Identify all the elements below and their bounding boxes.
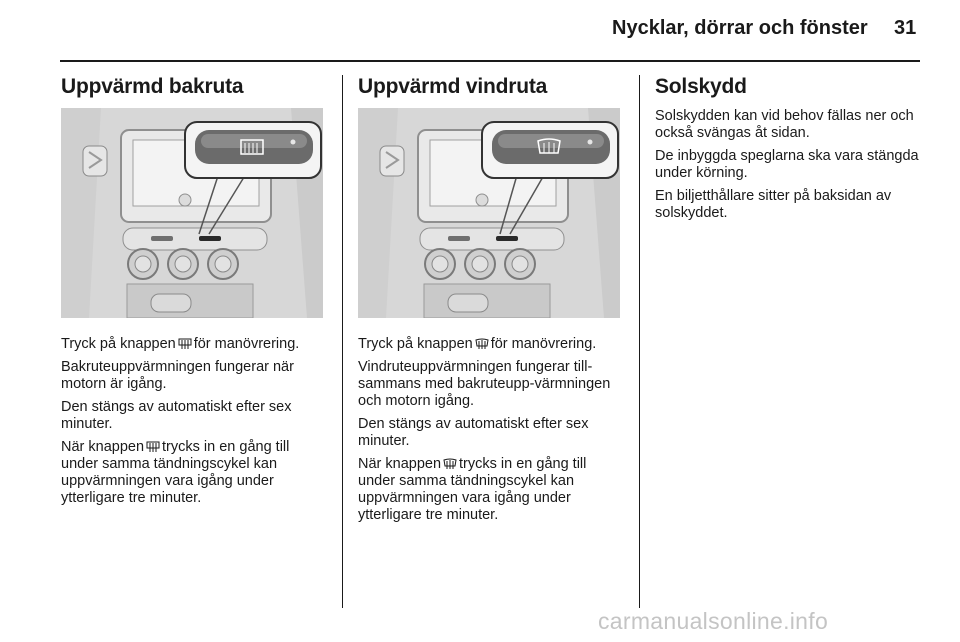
windscreen-heat-icon (475, 338, 489, 350)
watermark: carmanualsonline.info (598, 608, 829, 634)
paragraph: En biljetthållare sitter på baksidan av solskyddet. (655, 188, 892, 221)
paragraph (358, 336, 626, 353)
column-divider (342, 75, 343, 608)
section-heading: Uppvärmd vindruta (358, 75, 548, 98)
text-after-icon: trycks in en gång till under samma tändningscykel kan uppvärmningen vara igång under ytterligare tre minuter. (358, 456, 587, 523)
paragraph: Den stängs av automatiskt efter sex minuter. (61, 399, 292, 432)
paragraph: Solskydden kan vid behov fällas ner och också svängas åt sidan. (655, 108, 914, 141)
header-rule (60, 60, 920, 62)
windscreen-heat-icon (443, 458, 457, 470)
section-rear-window (61, 75, 329, 513)
paragraph: De inbyggda speglarna ska vara stängda under körning. (655, 148, 919, 181)
dashboard-illustration (61, 108, 323, 318)
text-before-icon: När knappen (358, 456, 442, 472)
column-divider (639, 75, 640, 608)
paragraph (61, 336, 329, 353)
header-title: Nycklar, dörrar och fönster (612, 17, 868, 39)
paragraph: Vindruteuppvärmningen fungerar till-sammans med bakruteupp-värmningen och motorn igång. (358, 359, 611, 409)
paragraph (358, 456, 626, 524)
text-before-icon: När knappen (61, 439, 145, 455)
section-heading: Uppvärmd bakruta (61, 75, 244, 98)
page-number: 31 (894, 17, 917, 39)
rear-window-heat-icon (146, 441, 160, 453)
text-after-icon: för manövrering. (490, 336, 597, 352)
rear-window-heat-icon (178, 338, 192, 350)
text-before-icon: Tryck på knappen (358, 336, 473, 352)
text-after-icon: trycks in en gång till under samma tändningscykel kan uppvärmningen vara igång under ytterligare tre minuter. (61, 439, 290, 506)
text-before-icon: Tryck på knappen (61, 336, 176, 352)
dashboard-illustration (358, 108, 620, 318)
paragraph (61, 439, 329, 507)
section-sunvisor (655, 75, 923, 228)
section-heading: Solskydd (655, 75, 747, 98)
paragraph: Den stängs av automatiskt efter sex minuter. (358, 416, 589, 449)
paragraph: Bakruteuppvärmningen fungerar när motorn är igång. (61, 359, 294, 392)
section-windscreen (358, 75, 626, 530)
text-after-icon: för manövrering. (193, 336, 300, 352)
